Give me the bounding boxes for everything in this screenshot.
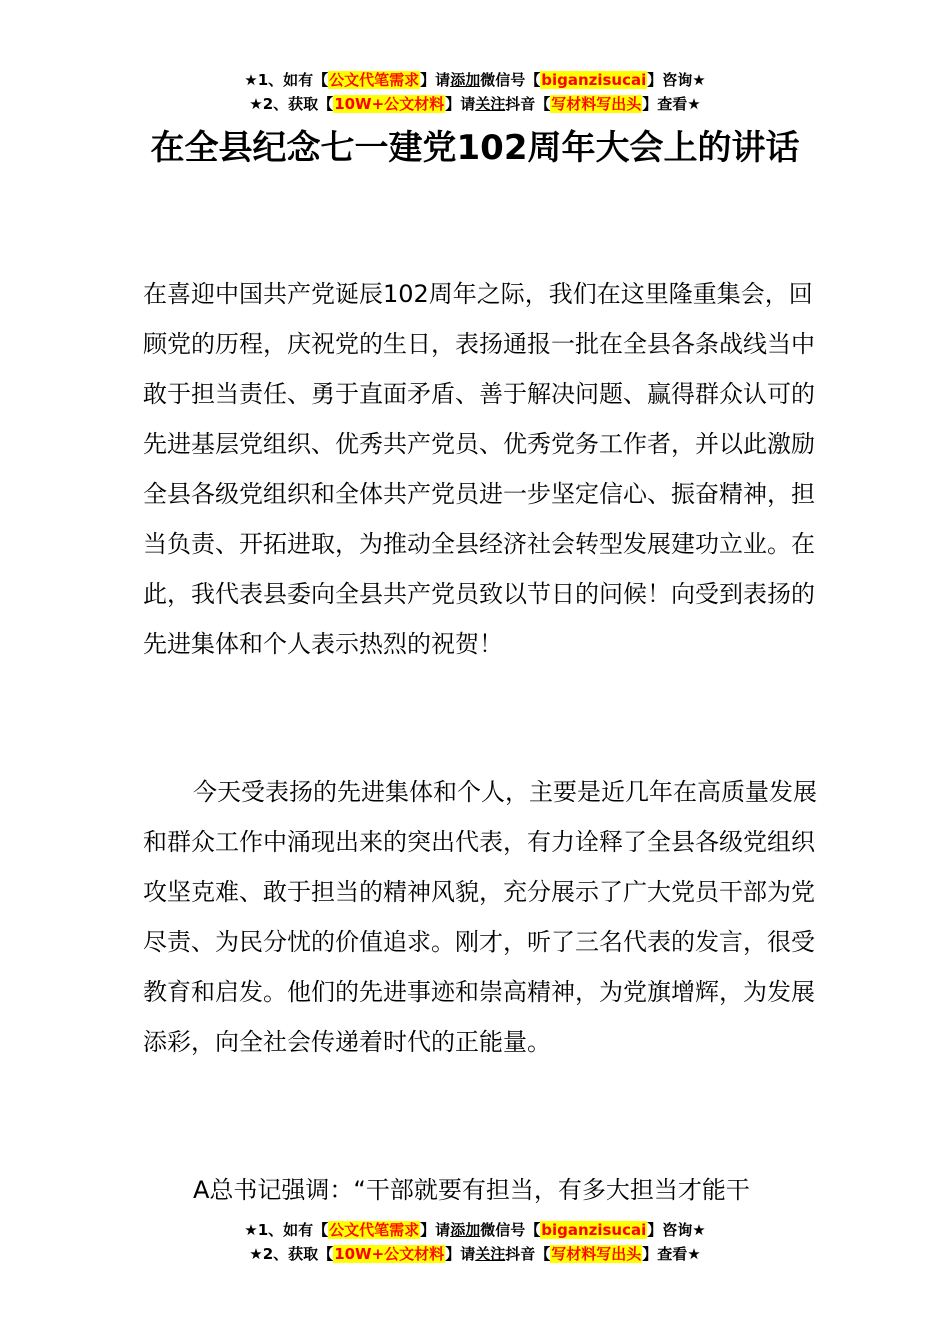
banner-highlight: 公文代笔需求 bbox=[329, 71, 420, 89]
header-banner bbox=[0, 68, 950, 116]
banner-text: 】查看★ bbox=[642, 95, 701, 113]
banner-text: 】请 bbox=[420, 71, 451, 89]
banner-text: 】查看★ bbox=[642, 1245, 701, 1263]
banner-highlight: biganzisucai bbox=[541, 71, 647, 89]
banner-text: 】请 bbox=[445, 95, 476, 113]
banner-text: 微信号【 bbox=[480, 71, 541, 89]
banner-text: 抖音【 bbox=[505, 1245, 551, 1263]
footer-banner bbox=[0, 1218, 950, 1266]
document-title: 在全县纪念七一建党102周年大会上的讲话 bbox=[150, 128, 800, 168]
banner-text: ★2、获取【 bbox=[249, 95, 334, 113]
banner-text: ★1、如有【 bbox=[244, 1221, 329, 1239]
banner-line-2 bbox=[0, 1242, 950, 1266]
banner-text: 】咨询★ bbox=[647, 71, 706, 89]
banner-highlight: 写材料写出头 bbox=[551, 95, 642, 113]
paragraph: A总书记强调：“干部就要有担当，有多大担当才能干 bbox=[193, 1176, 750, 1204]
paragraph: 今天受表扬的先进集体和个人，主要是近几年在高质量发展和群众工作中涌现出来的突出代表，有力诠释了全县各级党组织攻坚克难、敢于担当的精神风貌，充分展示了广大党员干部为党尽责、为民分忧的价值追求。刚才，听了三名代表的发言，很受教育和启发。他们的先进事迹和崇高精神，为党旗增辉，为发展添彩，向全社会传递着时代的正能量。 bbox=[143, 778, 817, 1056]
banner-line-2 bbox=[0, 92, 950, 116]
banner-highlight: 10W+公文材料 bbox=[334, 1245, 445, 1263]
banner-line-1 bbox=[0, 1218, 950, 1242]
banner-text: 】请 bbox=[420, 1221, 451, 1239]
banner-line-1 bbox=[0, 68, 950, 92]
banner-emphasis: 添加 bbox=[450, 1221, 481, 1239]
banner-highlight: 10W+公文材料 bbox=[334, 95, 445, 113]
banner-text: ★2、获取【 bbox=[249, 1245, 334, 1263]
banner-emphasis: 添加 bbox=[450, 71, 481, 89]
banner-text: 抖音【 bbox=[505, 95, 551, 113]
banner-highlight: biganzisucai bbox=[541, 1221, 647, 1239]
paragraph: 在喜迎中国共产党诞辰102周年之际，我们在这里隆重集会，回顾党的历程，庆祝党的生日，表扬通报一批在全县各条战线当中敢于担当责任、勇于直面矛盾、善于解决问题、赢得群众认可的先进基层党组织、优秀共产党员、优秀党务工作者，并以此激励全县各级党组织和全体共产党员进一步坚定信心、振奋精神，担当负责、开拓进取，为推动全县经济社会转型发展建功立业。在此，我代表县委向全县共产党员致以节日的问候！向受到表扬的先进集体和个人表示热烈的祝贺！ bbox=[143, 280, 815, 658]
banner-text: 】咨询★ bbox=[647, 1221, 706, 1239]
banner-text: ★1、如有【 bbox=[244, 71, 329, 89]
banner-highlight: 公文代笔需求 bbox=[329, 1221, 420, 1239]
banner-highlight: 写材料写出头 bbox=[551, 1245, 642, 1263]
banner-emphasis: 关注 bbox=[475, 95, 506, 113]
banner-text: 】请 bbox=[445, 1245, 476, 1263]
banner-emphasis: 关注 bbox=[475, 1245, 506, 1263]
banner-text: 微信号【 bbox=[480, 1221, 541, 1239]
